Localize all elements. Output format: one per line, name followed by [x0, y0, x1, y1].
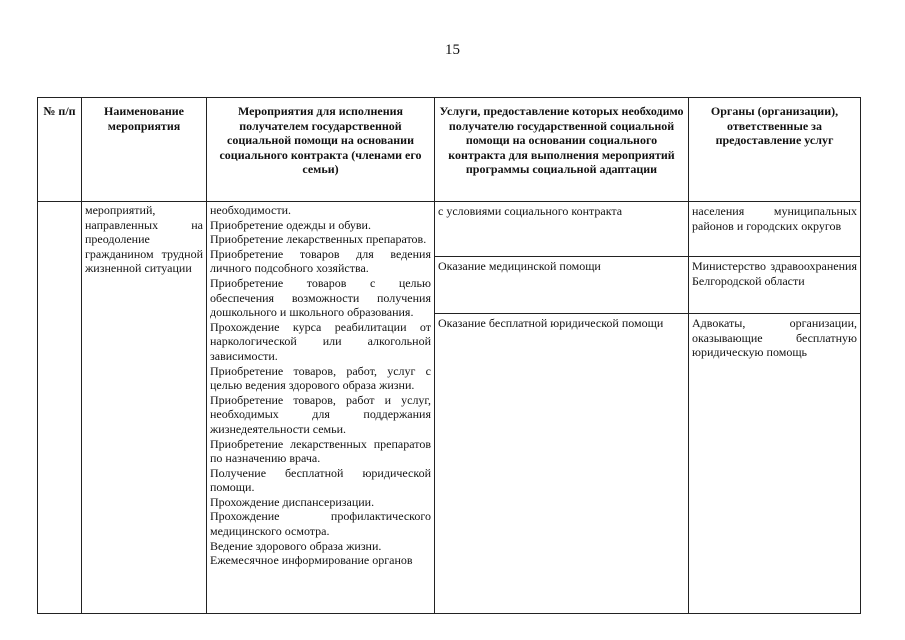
- action-item: Получение бесплатной юридической помощи.: [210, 465, 431, 495]
- action-item: Приобретение товаров, работ и услуг, необходимых для поддержания жизнедеятельности семьи.: [210, 392, 431, 436]
- service-item: Оказание медицинской помощи: [435, 257, 688, 314]
- program-table: [37, 97, 861, 614]
- row-event-name: мероприятий, направленных на преодоление гражданином трудной жизненной ситуации: [82, 202, 207, 614]
- organ-item: Министерство здравоохранения Белгородской области: [689, 257, 860, 314]
- organ-item: населения муниципальных районов и городских округов: [689, 202, 860, 257]
- row-services: [435, 202, 689, 614]
- action-item: необходимости.: [210, 203, 292, 217]
- action-item: Прохождение профилактического медицинского осмотра.: [210, 509, 431, 539]
- header-number: № п/п: [38, 98, 82, 202]
- header-actions: Мероприятия для исполнения получателем государственной социальной помощи на основании социального контракта (членами его семьи): [207, 98, 435, 202]
- row-number: [38, 202, 82, 614]
- table-row: [38, 202, 861, 614]
- header-services: Услуги, предоставление которых необходимо получателю государственной социальной помощи на основании социального контракта для выполнения мероприятий программы социальной адаптации: [435, 98, 689, 202]
- page-number: 15: [445, 42, 460, 58]
- action-item: Прохождение курса реабилитации от наркологической или алкогольной зависимости.: [210, 319, 431, 363]
- action-item: Приобретение товаров, работ, услуг с целью ведения здорового образа жизни.: [210, 363, 431, 393]
- action-item: Приобретение лекарственных препаратов по назначению врача.: [210, 436, 431, 466]
- table-header-row: [38, 98, 861, 202]
- service-item: Оказание бесплатной юридической помощи: [438, 316, 664, 330]
- action-item: Приобретение одежды и обуви.: [210, 217, 371, 232]
- action-item: Ведение здорового образа жизни.: [210, 538, 382, 553]
- row-organs: [689, 202, 861, 614]
- header-organs: Органы (организации), ответственные за предоставление услуг: [689, 98, 861, 202]
- row-actions: [207, 202, 435, 614]
- header-name: Наименование мероприятия: [82, 98, 207, 202]
- action-item: Приобретение товаров с целью обеспечения возможности получения дошкольного и школьного образования.: [210, 275, 431, 320]
- action-item: Прохождение диспансеризации.: [210, 494, 375, 509]
- action-item: Приобретение лекарственных препаратов.: [210, 232, 427, 247]
- action-item: Приобретение товаров для ведения личного подсобного хозяйства.: [210, 246, 431, 276]
- organ-item: Адвокаты, организации, оказывающие бесплатную юридическую помощь: [692, 316, 857, 360]
- service-item: с условиями социального контракта: [435, 202, 688, 257]
- action-item: Ежемесячное информирование органов: [210, 553, 413, 568]
